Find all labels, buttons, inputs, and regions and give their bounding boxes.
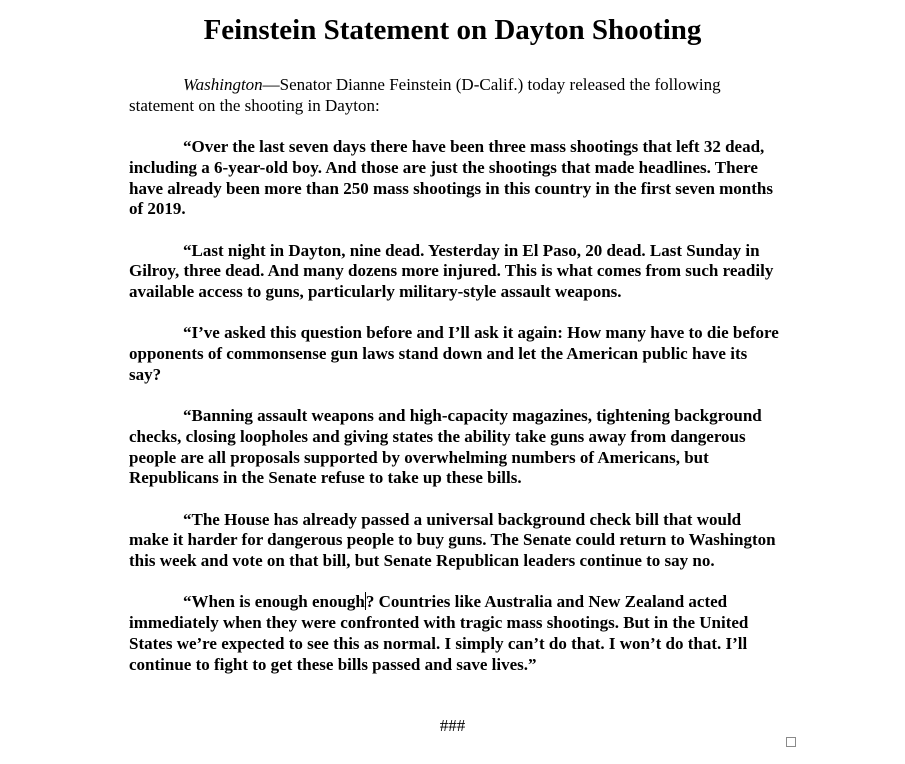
statement-paragraph: “Over the last seven days there have been three mass shootings that left 32 dead, including a 6-year-old boy. And those are just the shootings that made headlines. There have already been more than 250 mass shootings in this country in the first seven months of 2019. — [129, 137, 773, 219]
dateline: Washington — [183, 75, 263, 94]
final-text-before-caret: “When is enough enough — [183, 592, 365, 612]
final-text-after-caret: ? Countries like Australia and New Zealand acted immediately when they were confronted with tragic mass shootings. But in the United States we’re expected to see this as normal. I simply can’t do that. I won’t do that. I’ll continue to fight to get these bills passed and save lives.” — [129, 592, 749, 674]
intro-paragraph — [129, 75, 781, 116]
layout-options-icon[interactable] — [786, 737, 796, 747]
statement-paragraph-final — [129, 592, 781, 675]
statement-paragraph: “The House has already passed a universal background check bill that would make it harder for dangerous people to buy guns. The Senate could return to Washington this week and vote on that bill, but Senate Republican leaders continue to say no. — [129, 509, 776, 571]
statement-paragraph: “Banning assault weapons and high-capacity magazines, tightening background checks, closing loopholes and giving states the ability take guns away from dangerous people are all proposals supported by overwhelming numbers of Americans, but Republicans in the Senate refuse to take up these bills. — [129, 406, 762, 488]
document-body[interactable] — [129, 75, 781, 696]
statement-paragraph: “I’ve asked this question before and I’ll ask it again: How many have to die before opponents of commonsense gun laws stand down and let the American public have its say? — [129, 323, 779, 384]
end-mark: ### — [439, 716, 466, 735]
document-title: Feinstein Statement on Dayton Shooting — [203, 14, 702, 46]
intro-text: —Senator Dianne Feinstein (D-Calif.) today released the following statement on the shooting in Dayton: — [129, 75, 721, 115]
statement-paragraph: “Last night in Dayton, nine dead. Yesterday in El Paso, 20 dead. Last Sunday in Gilroy, three dead. And many dozens more injured. This is what comes from such readily available access to guns, particularly military-style assault weapons. — [129, 240, 774, 301]
